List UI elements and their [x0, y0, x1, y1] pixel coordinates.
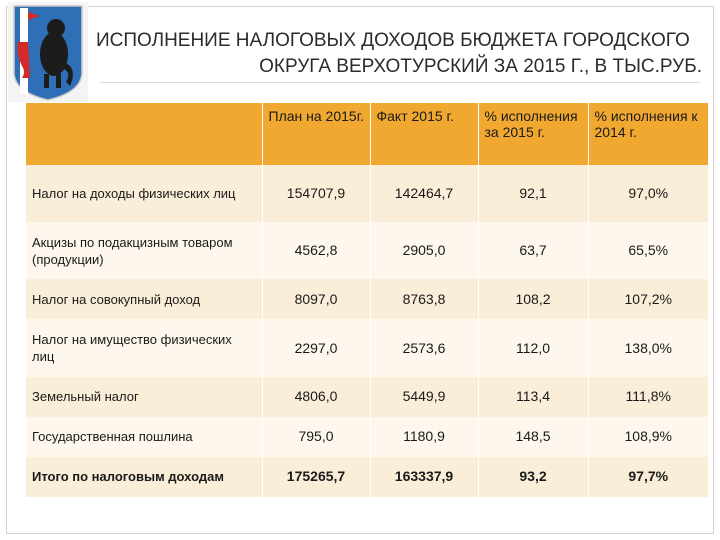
row-plan: 154707,9	[262, 165, 370, 222]
row-pct: 113,4	[478, 377, 588, 417]
table-total-row	[26, 457, 708, 497]
total-plan: 175265,7	[262, 457, 370, 497]
header-cell-fact: Факт 2015 г.	[370, 103, 478, 165]
total-pct: 93,2	[478, 457, 588, 497]
tax-revenue-table	[26, 103, 708, 497]
row-name: Земельный налог	[26, 377, 262, 417]
row-pct: 92,1	[478, 165, 588, 222]
row-pct-prev: 97,0%	[588, 165, 708, 222]
row-name: Налог на совокупный доход	[26, 279, 262, 319]
table-header-row	[26, 103, 708, 165]
row-plan: 8097,0	[262, 279, 370, 319]
header-cell-plan: План на 2015г.	[262, 103, 370, 165]
row-fact: 2905,0	[370, 222, 478, 279]
title-divider	[100, 82, 700, 83]
page-title	[96, 28, 706, 80]
table-row	[26, 165, 708, 222]
table-row	[26, 222, 708, 279]
row-fact: 8763,8	[370, 279, 478, 319]
row-plan: 795,0	[262, 417, 370, 457]
row-name: Налог на имущество физических лиц	[26, 319, 262, 376]
row-pct-prev: 107,2%	[588, 279, 708, 319]
coat-of-arms-icon	[8, 2, 88, 102]
row-pct: 112,0	[478, 319, 588, 376]
total-fact: 163337,9	[370, 457, 478, 497]
row-pct-prev: 65,5%	[588, 222, 708, 279]
table-row	[26, 377, 708, 417]
row-fact: 5449,9	[370, 377, 478, 417]
row-pct: 108,2	[478, 279, 588, 319]
title-line-2: ОКРУГА ВЕРХОТУРСКИЙ ЗА 2015 Г., В ТЫС.РУБ.	[259, 56, 702, 77]
row-pct-prev: 138,0%	[588, 319, 708, 376]
row-pct-prev: 111,8%	[588, 377, 708, 417]
row-name: Государственная пошлина	[26, 417, 262, 457]
total-pct-prev: 97,7%	[588, 457, 708, 497]
table-row	[26, 319, 708, 376]
title-line-1: ИСПОЛНЕНИЕ НАЛОГОВЫХ ДОХОДОВ БЮДЖЕТА ГОРОДСКОГО	[96, 30, 690, 51]
row-pct: 148,5	[478, 417, 588, 457]
total-name: Итого по налоговым доходам	[26, 457, 262, 497]
header-cell-name	[26, 103, 262, 165]
table-row	[26, 279, 708, 319]
row-pct-prev: 108,9%	[588, 417, 708, 457]
row-plan: 2297,0	[262, 319, 370, 376]
row-pct: 63,7	[478, 222, 588, 279]
header-cell-pct-prev: % исполнения к 2014 г.	[588, 103, 708, 165]
row-fact: 2573,6	[370, 319, 478, 376]
row-name: Налог на доходы физических лиц	[26, 165, 262, 222]
row-plan: 4562,8	[262, 222, 370, 279]
row-plan: 4806,0	[262, 377, 370, 417]
row-fact: 142464,7	[370, 165, 478, 222]
row-name: Акцизы по подакцизным товаром (продукции)	[26, 222, 262, 279]
table-row	[26, 417, 708, 457]
header-cell-pct: % исполнения за 2015 г.	[478, 103, 588, 165]
row-fact: 1180,9	[370, 417, 478, 457]
